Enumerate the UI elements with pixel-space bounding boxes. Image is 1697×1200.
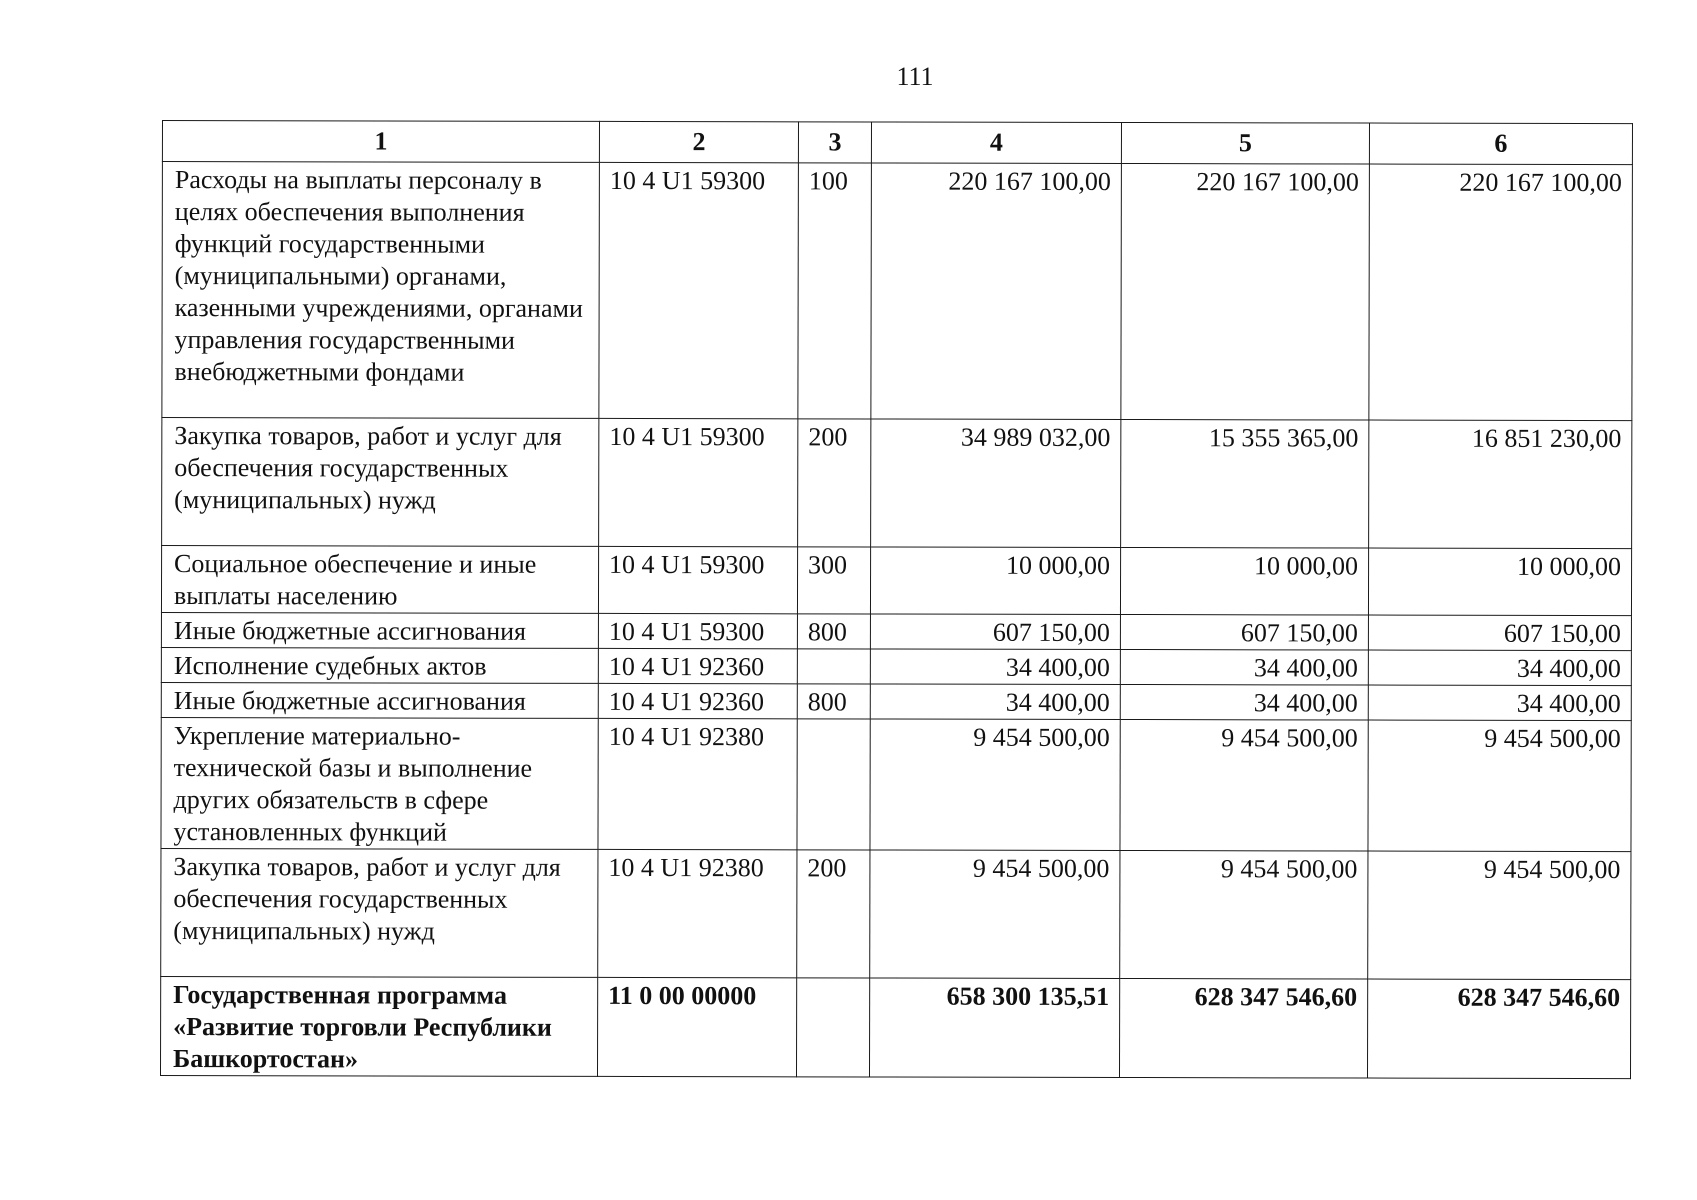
amount-col-6: 9 454 500,00 [1368, 851, 1631, 980]
target-article-code: 10 4 U1 92380 [598, 718, 797, 849]
amount-col-6: 607 150,00 [1368, 615, 1631, 651]
table-row [161, 647, 1631, 685]
amount-col-6: 9 454 500,00 [1368, 720, 1631, 852]
expense-type-code: 200 [797, 850, 870, 978]
column-header: 3 [798, 122, 871, 163]
expense-name: Иные бюджетные ассигнования [161, 682, 598, 718]
amount-col-4: 9 454 500,00 [870, 719, 1120, 851]
target-article-code: 10 4 U1 59300 [598, 613, 797, 648]
expense-name: Закупка товаров, работ и услуг для обеспечения государственных (муниципальных) нужд [162, 418, 599, 547]
expense-type-code: 200 [798, 419, 871, 547]
amount-col-5: 628 347 546,60 [1119, 979, 1367, 1079]
column-header: 5 [1121, 123, 1369, 165]
page-number: 111 [896, 62, 934, 91]
expense-name: Расходы на выплаты персоналу в целях обеспечения выполнения функций государственными (муниципальными) органами, казенными учреждениями, органами управления государственными внебюджетными фондами [162, 162, 600, 419]
target-article-code: 10 4 U1 59300 [599, 162, 799, 418]
expense-name: Исполнение судебных актов [161, 647, 598, 683]
amount-col-4: 34 400,00 [870, 649, 1120, 685]
target-article-code: 10 4 U1 59300 [598, 546, 797, 613]
target-article-code: 10 4 U1 92360 [598, 648, 797, 683]
table-row [161, 546, 1631, 616]
amount-col-6: 34 400,00 [1368, 650, 1631, 686]
expense-name: Иные бюджетные ассигнования [161, 612, 598, 648]
column-header: 2 [599, 121, 798, 162]
column-header: 1 [162, 121, 599, 163]
table-row-program-total [160, 976, 1630, 1078]
amount-col-5: 15 355 365,00 [1121, 420, 1369, 549]
expense-type-code [797, 649, 870, 684]
amount-col-4: 34 989 032,00 [871, 419, 1121, 548]
amount-col-5: 220 167 100,00 [1121, 164, 1370, 421]
table-row [161, 682, 1631, 720]
table-row [162, 418, 1632, 549]
expense-type-code [797, 719, 870, 850]
table-row [161, 612, 1631, 650]
amount-col-4: 220 167 100,00 [871, 163, 1122, 420]
target-article-code: 10 4 U1 92380 [598, 849, 797, 977]
amount-col-5: 10 000,00 [1120, 548, 1368, 616]
expense-name: Закупка товаров, работ и услуг для обеспечения государственных (муниципальных) нужд [161, 848, 598, 977]
expense-name: Укрепление материально-технической базы и выполнение других обязательств в сфере установленных функций [161, 717, 598, 849]
program-name: Государственная программа «Развитие торговли Республики Башкортостан» [160, 976, 597, 1076]
amount-col-6: 16 851 230,00 [1369, 420, 1632, 549]
amount-col-5: 9 454 500,00 [1120, 851, 1368, 980]
amount-col-5: 34 400,00 [1120, 685, 1368, 721]
budget-table [160, 120, 1633, 1079]
table-row [162, 162, 1633, 421]
expense-name: Социальное обеспечение и иные выплаты населению [161, 546, 598, 614]
expense-type-code: 100 [798, 163, 872, 419]
amount-col-4: 34 400,00 [870, 684, 1120, 720]
amount-col-6: 220 167 100,00 [1369, 164, 1633, 421]
amount-col-5: 607 150,00 [1120, 615, 1368, 651]
target-article-code: 10 4 U1 59300 [599, 418, 798, 546]
amount-col-4: 658 300 135,51 [869, 978, 1119, 1078]
amount-col-4: 10 000,00 [870, 547, 1120, 615]
amount-col-6: 628 347 546,60 [1367, 979, 1630, 1079]
amount-col-5: 9 454 500,00 [1120, 720, 1368, 852]
table-row [161, 717, 1631, 851]
amount-col-6: 34 400,00 [1368, 685, 1631, 721]
column-header: 6 [1369, 123, 1632, 165]
amount-col-4: 607 150,00 [870, 614, 1120, 650]
program-code: 11 0 00 00000 [597, 977, 796, 1076]
table-header-row [162, 121, 1632, 165]
target-article-code: 10 4 U1 92360 [598, 683, 797, 718]
expense-type-code: 800 [797, 684, 870, 719]
expense-type-code: 300 [797, 547, 870, 614]
amount-col-4: 9 454 500,00 [870, 850, 1120, 979]
table-row [161, 848, 1631, 979]
expense-type-code [796, 978, 869, 1077]
amount-col-6: 10 000,00 [1368, 548, 1631, 616]
expense-type-code: 800 [797, 614, 870, 649]
amount-col-5: 34 400,00 [1120, 650, 1368, 686]
column-header: 4 [871, 122, 1121, 164]
